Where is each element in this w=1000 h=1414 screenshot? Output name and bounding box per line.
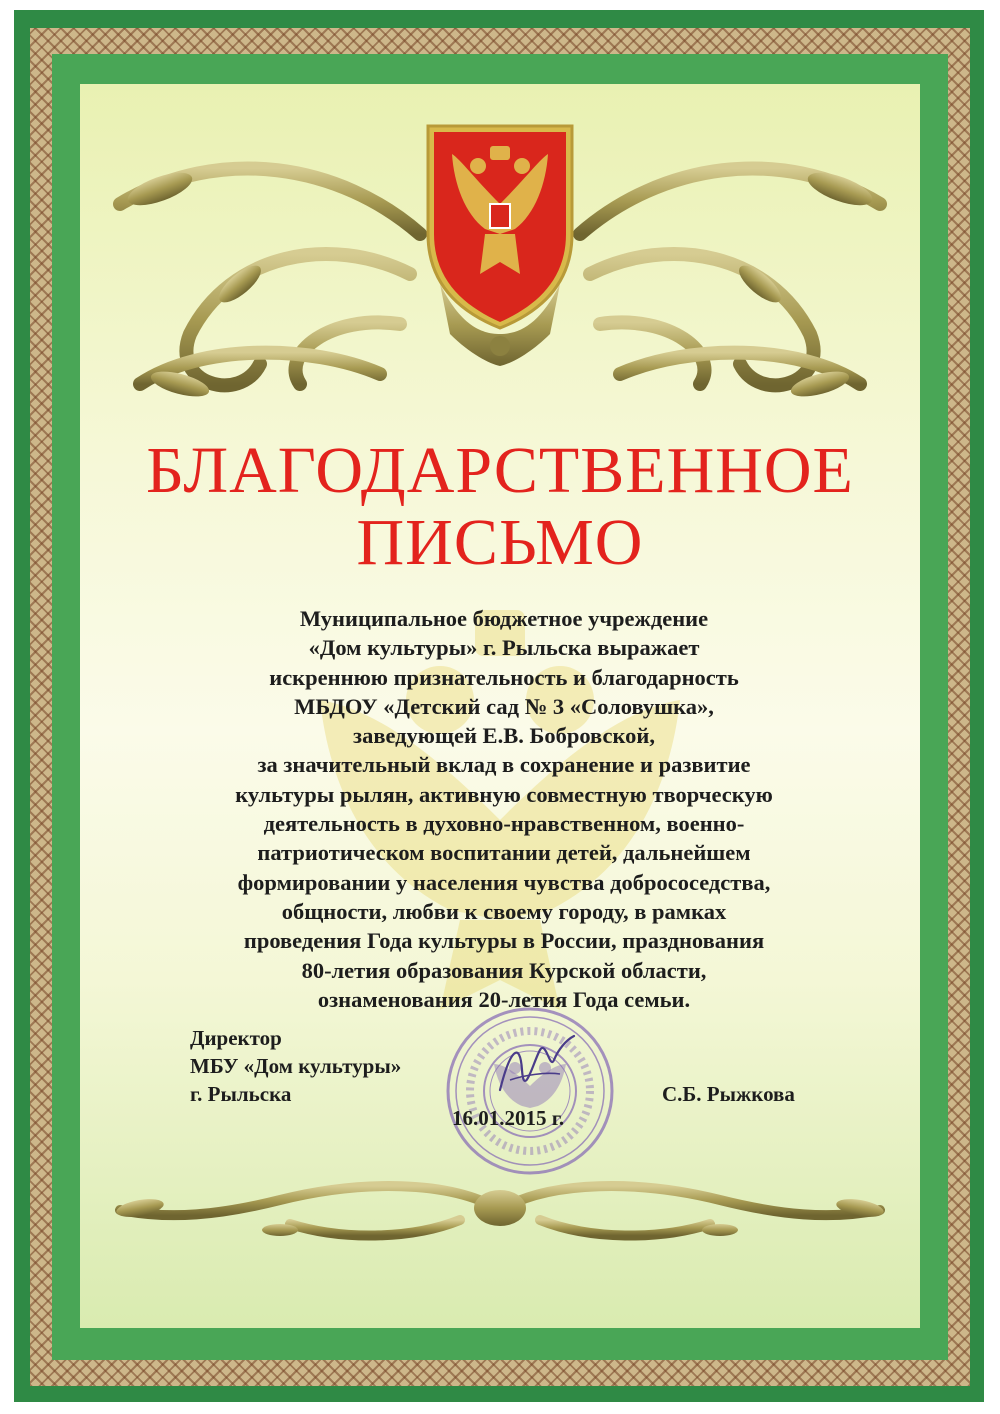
scroll-right-icon — [580, 168, 880, 385]
body-line: ознаменования 20-летия Года семьи. — [317, 986, 691, 1012]
position-line: Директор — [190, 1026, 282, 1050]
body-line: Муниципальное бюджетное учреждение — [299, 606, 709, 631]
coat-of-arms-icon — [428, 126, 572, 328]
body-line: 80-летия образования Курской области, — [301, 957, 707, 983]
body-line: за значительный вклад в сохранение и развитие — [257, 752, 751, 778]
body-line: «Дом культуры» г. Рыльска выражает — [308, 635, 700, 661]
body-line: проведения Года культуры в России, празднования — [243, 928, 765, 954]
title-line-2: ПИСЬМО — [356, 506, 644, 579]
body-line: искреннюю признательность и благодарность — [269, 664, 739, 690]
body-line: МБДОУ «Детский сад № 3 «Соловушка», — [294, 693, 714, 719]
letter-date: 16.01.2015 г. — [452, 1106, 565, 1130]
signatory-position — [190, 1024, 401, 1108]
position-line: г. Рыльска — [190, 1082, 292, 1106]
signatory-name: С.Б. Рыжкова — [662, 1082, 795, 1106]
title-line-1: БЛАГОДАРСТВЕННОЕ — [146, 434, 854, 507]
body-line: заведующей Е.В. Бобровской, — [353, 723, 655, 749]
position-line: МБУ «Дом культуры» — [190, 1054, 402, 1078]
body-line: общности, любви к своему городу, в рамках — [281, 898, 727, 924]
scroll-left-icon — [120, 168, 420, 385]
letter-body — [170, 604, 838, 1014]
body-line: формировании у населения чувства добрососедства, — [237, 869, 771, 895]
bottom-ornament — [80, 1160, 920, 1260]
body-line: культуры рылян, активную совместную творческую — [235, 781, 773, 807]
body-line: деятельность в духовно-нравственном, военно- — [263, 811, 745, 837]
signature-icon — [490, 1030, 580, 1110]
body-line: патриотическом воспитании детей, дальнейшем — [257, 840, 751, 866]
top-ornament — [80, 84, 920, 424]
